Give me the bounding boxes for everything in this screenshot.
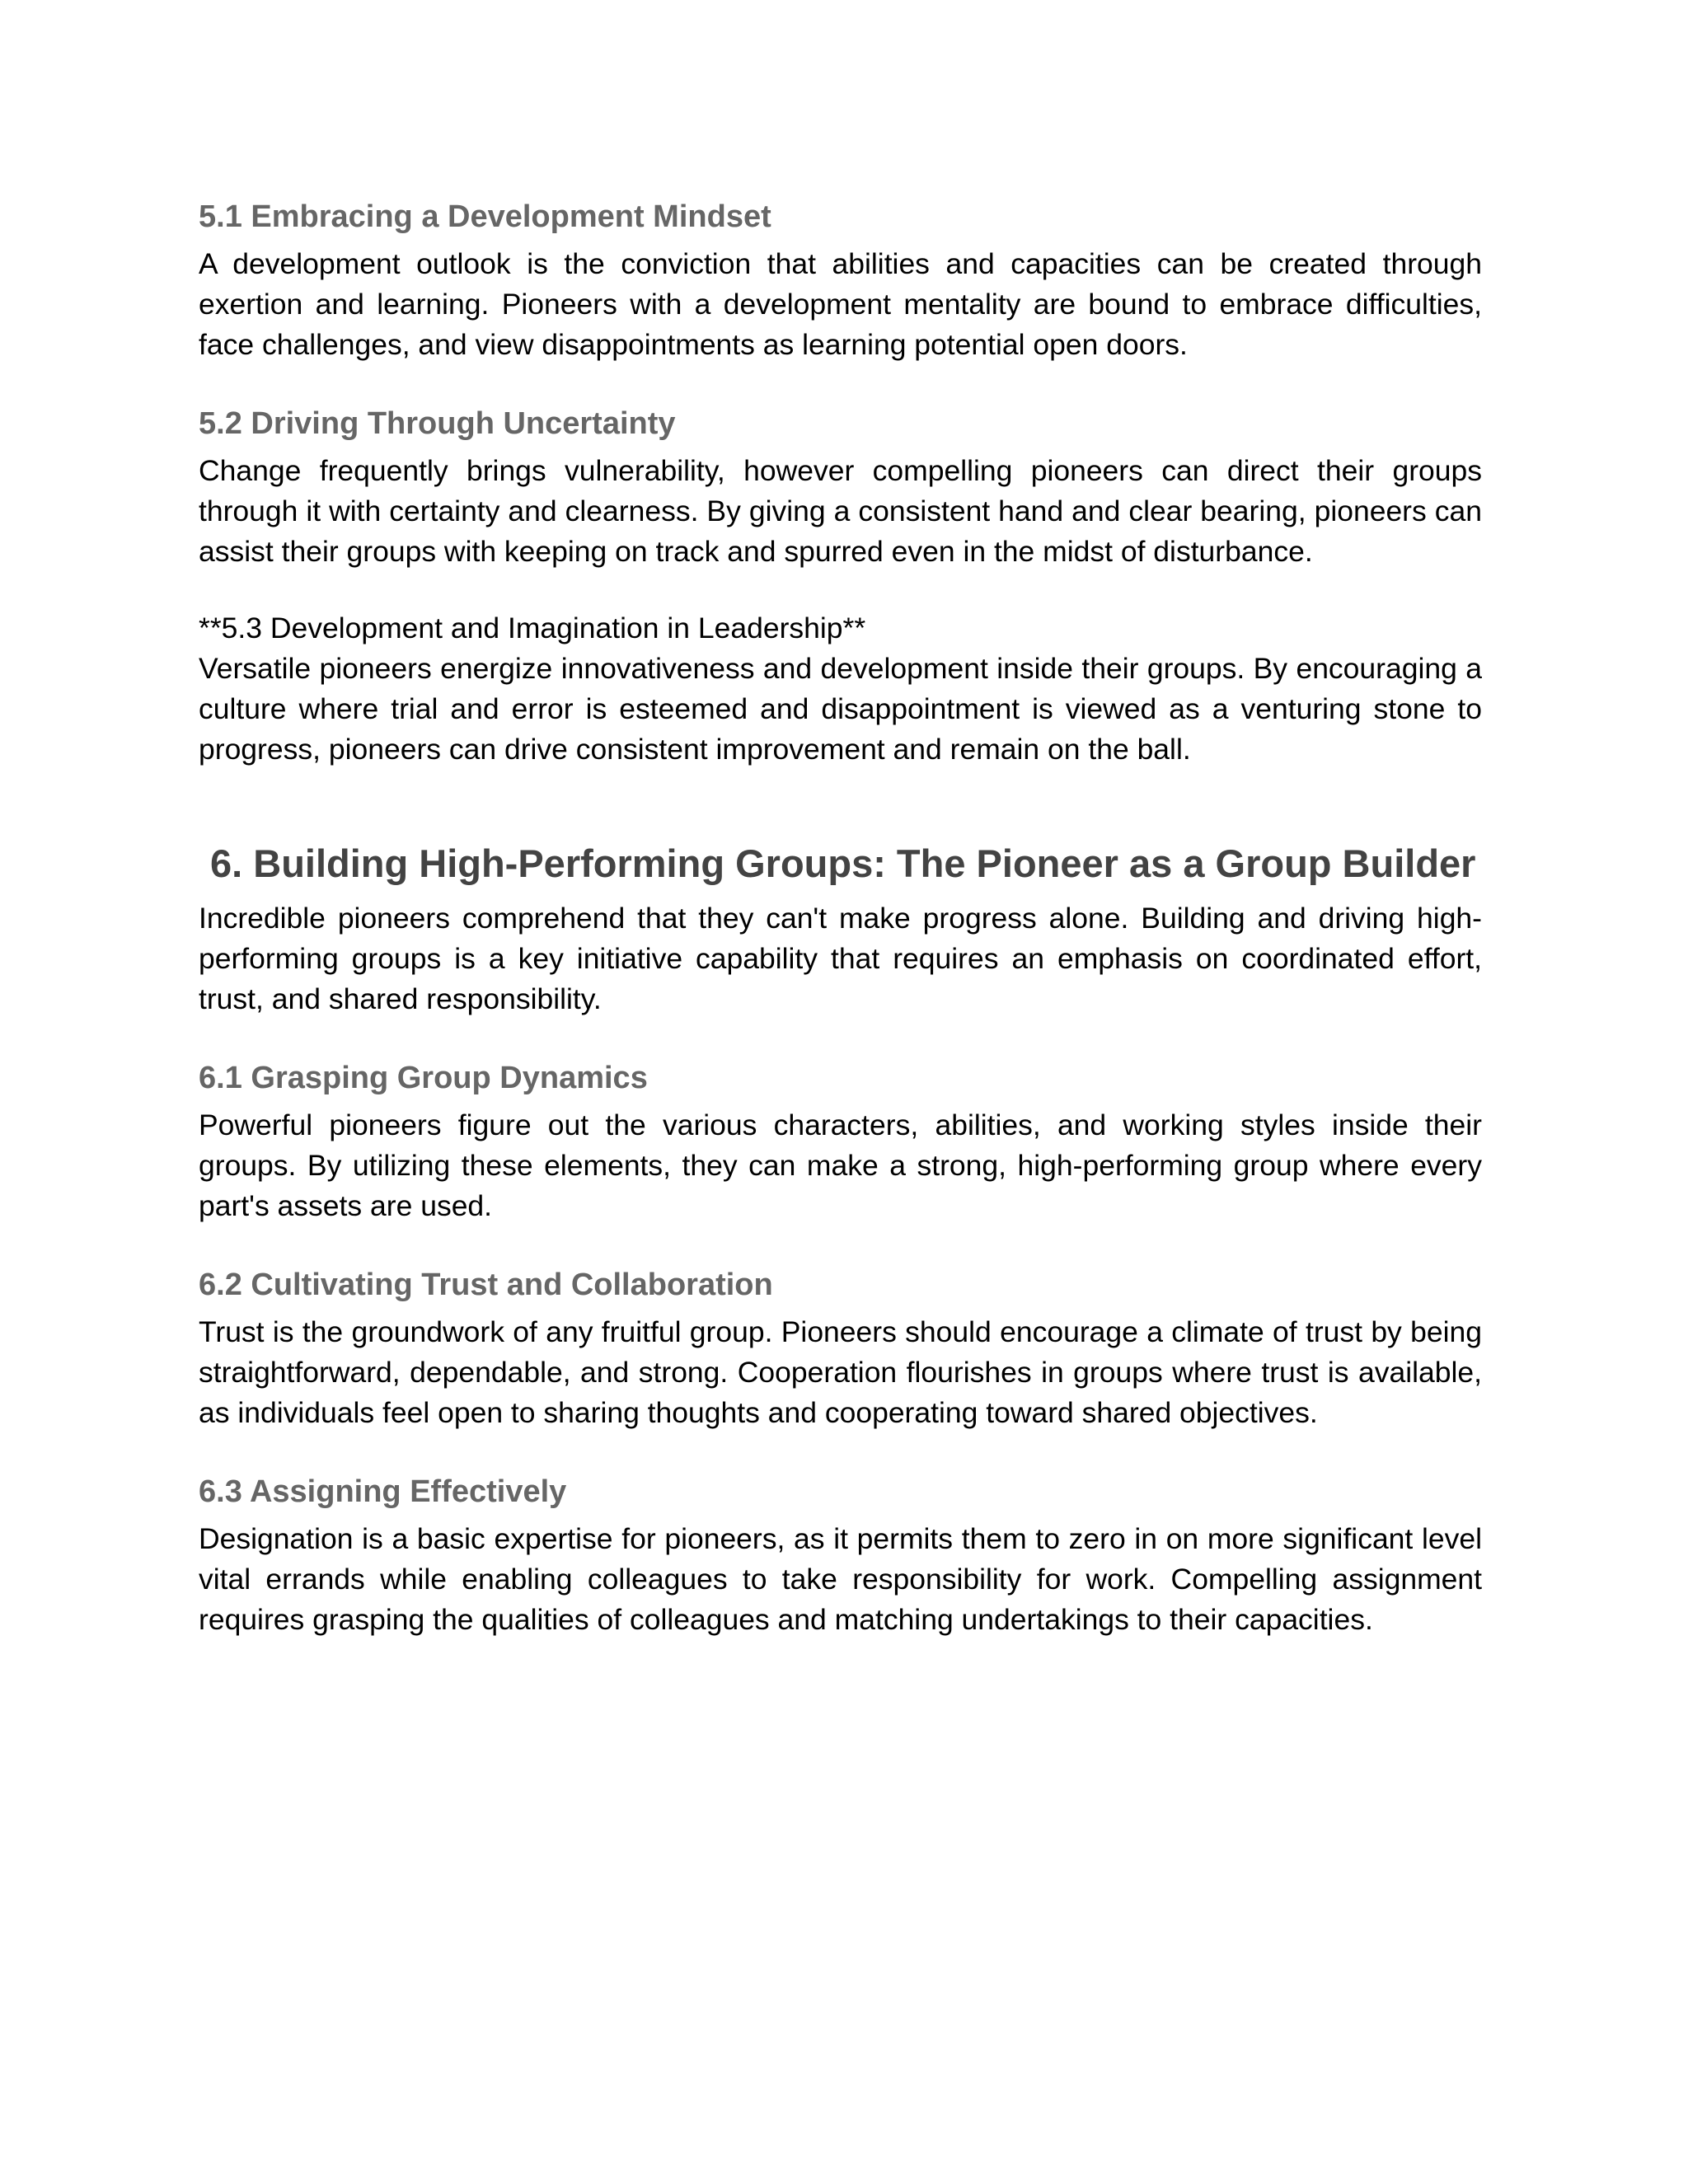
section-heading-5-3: **5.3 Development and Imagination in Leadership** <box>199 612 866 644</box>
section-body-5-3: Versatile pioneers energize innovativeness and development inside their groups. By encouraging a culture where trial and error is esteemed and disappointment is viewed as a venturing stone to progress, pioneers can drive consistent improvement and remain on the ball. <box>199 652 1482 766</box>
section-heading-6-3: 6.3 Assigning Effectively <box>199 1474 567 1509</box>
section-heading-5-1: 5.1 Embracing a Development Mindset <box>199 199 771 234</box>
chapter-heading-6: 6. Building High-Performing Groups: The Pioneer as a Group Builder <box>210 841 1476 885</box>
section-heading-6-2: 6.2 Cultivating Trust and Collaboration <box>199 1268 773 1302</box>
section-body-5-2: Change frequently brings vulnerability, however compelling pioneers can direct their groups through it with certainty and clearness. By giving a consistent hand and clear bearing, pioneers can assist their groups with keeping on track and spurred even in the midst of disturbance. <box>199 454 1482 568</box>
section-heading-6-1: 6.1 Grasping Group Dynamics <box>199 1061 648 1095</box>
section-body-6-3: Designation is a basic expertise for pioneers, as it permits them to zero in on more significant level vital errands while enabling colleagues to take responsibility for work. Compelling assignment requires grasping the qualities of colleagues and matching undertakings to their capacities. <box>199 1522 1482 1636</box>
chapter-body-6: Incredible pioneers comprehend that they can't make progress alone. Building and driving high-performing groups is a key initiative capability that requires an emphasis on coordinated effort, trust, and shared responsibility. <box>199 902 1482 1015</box>
section-heading-5-2: 5.2 Driving Through Uncertainty <box>199 406 676 441</box>
section-body-6-2: Trust is the groundwork of any fruitful group. Pioneers should encourage a climate of trust by being straightforward, dependable, and strong. Cooperation flourishes in groups where trust is available, as individuals feel open to sharing thoughts and cooperating toward shared objectives. <box>199 1315 1482 1429</box>
section-body-5-1: A development outlook is the conviction that abilities and capacities can be created through exertion and learning. Pioneers with a development mentality are bound to embrace difficulties, face challenges, and view disappointments as learning potential open doors. <box>199 247 1482 361</box>
document-content <box>199 194 1482 1640</box>
section-body-6-1: Powerful pioneers figure out the various characters, abilities, and working styles inside their groups. By utilizing these elements, they can make a strong, high-performing group where every part's assets are used. <box>199 1108 1482 1222</box>
